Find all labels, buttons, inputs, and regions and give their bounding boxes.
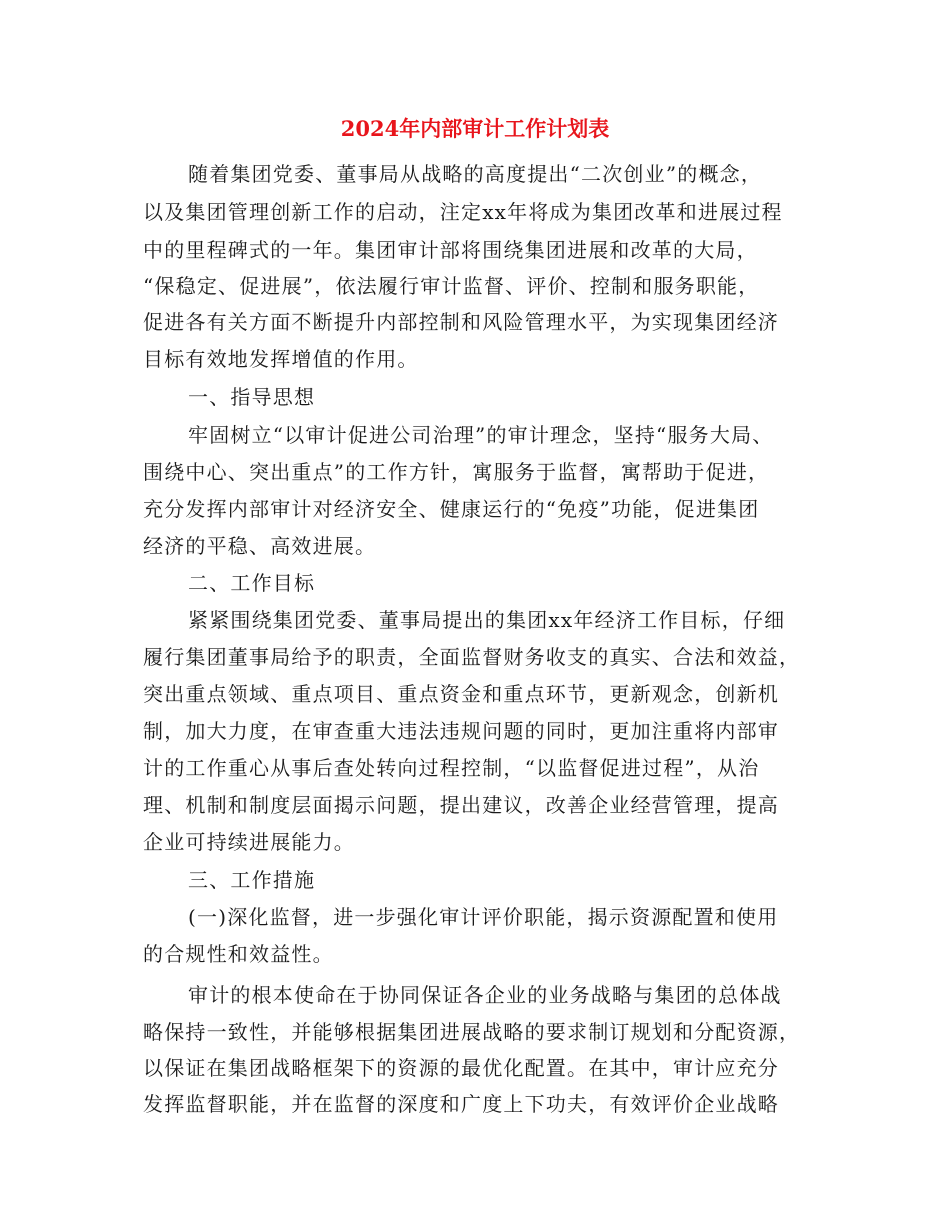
paragraph-line: 中的里程碑式的一年。集团审计部将围绕集团进展和改革的大局， <box>143 238 758 262</box>
paragraph-line: 企业可持续进展能力。 <box>143 830 355 854</box>
section-heading: 三、工作措施 <box>188 868 316 892</box>
paragraph-line: 促进各有关方面不断提升内部控制和风险管理水平，为实现集团经济 <box>143 310 779 334</box>
paragraph-line: 紧紧围绕集团党委、董事局提出的集团xx年经济工作目标，仔细 <box>188 608 786 632</box>
paragraph-line: 理、机制和制度层面揭示问题，提出建议，改善企业经营管理，提高 <box>143 793 779 817</box>
paragraph-line: 审计的根本使命在于协同保证各企业的业务战略与集团的总体战 <box>188 983 782 1007</box>
paragraph-line: 以及集团管理创新工作的启动，注定xx年将成为集团改革和进展过程 <box>143 200 783 224</box>
paragraph-line: 经济的平稳、高效进展。 <box>143 534 377 558</box>
section-heading: 一、指导思想 <box>188 385 316 409</box>
paragraph-line: 略保持一致性，并能够根据集团进展战略的要求制订规划和分配资源， <box>143 1020 801 1044</box>
paragraph-line: (一)深化监督，进一步强化审计评价职能，揭示资源配置和使用 <box>188 905 779 929</box>
paragraph-line: 计的工作重心从事后查处转向过程控制，“以监督促进过程”，从治 <box>143 756 760 780</box>
paragraph-line: 以保证在集团战略框架下的资源的最优化配置。在其中，审计应充分 <box>143 1056 779 1080</box>
paragraph-line: 随着集团党委、董事局从战略的高度提出“二次创业”的概念， <box>188 162 763 186</box>
paragraph-line: 目标有效地发挥增值的作用。 <box>143 347 419 371</box>
paragraph-line: 牢固树立“以审计促进公司治理”的审计理念，坚持“服务大局、 <box>188 423 774 447</box>
paragraph-line: 制，加大力度，在审查重大违法违规问题的同时，更加注重将内部审 <box>143 719 779 743</box>
paragraph-line: 充分发挥内部审计对经济安全、健康运行的“免疫”功能，促进集团 <box>143 497 760 521</box>
paragraph-line: “保稳定、促进展”，依法履行审计监督、评价、控制和服务职能， <box>143 274 760 298</box>
paragraph-line: 突出重点领域、重点项目、重点资金和重点环节，更新观念，创新机 <box>143 682 779 706</box>
document-title: 2024年内部审计工作计划表 <box>340 116 610 141</box>
paragraph-line: 履行集团董事局给予的职责，全面监督财务收支的真实、合法和效益， <box>143 645 801 669</box>
paragraph-line: 的合规性和效益性。 <box>143 942 334 966</box>
paragraph-line: 发挥监督职能，并在监督的深度和广度上下功夫，有效评价企业战略 <box>143 1092 779 1116</box>
paragraph-line: 围绕中心、突出重点”的工作方针，寓服务于监督，寓帮助于促进， <box>143 460 770 484</box>
section-heading: 二、工作目标 <box>188 571 316 595</box>
